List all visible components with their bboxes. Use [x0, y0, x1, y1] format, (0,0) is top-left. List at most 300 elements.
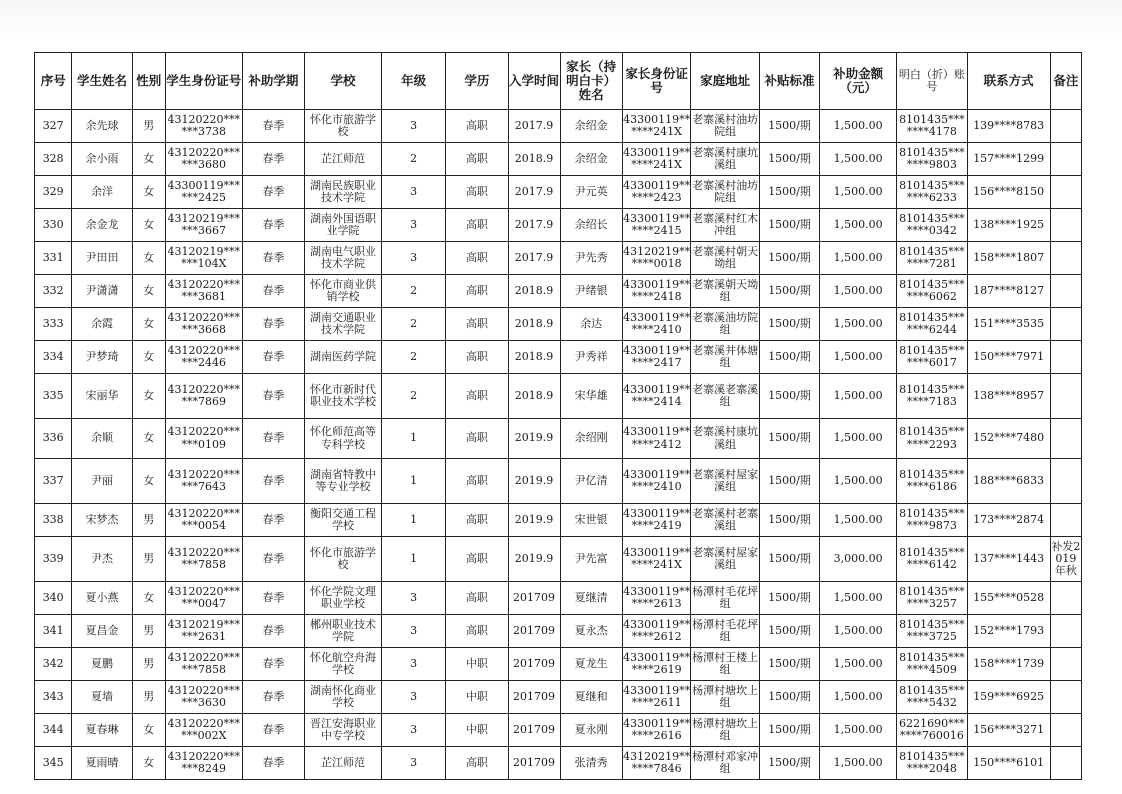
row-number-cell: 339: [35, 537, 72, 582]
phone-cell: 158****1807: [967, 242, 1050, 275]
enroll-date-cell: 2017.9: [508, 242, 560, 275]
gender-cell: 女: [132, 374, 165, 419]
school-cell: 芷江师范: [305, 747, 382, 780]
parent-name-cell: 夏龙生: [560, 648, 622, 681]
remark-cell: [1050, 459, 1081, 504]
phone-cell: 151****3535: [967, 308, 1050, 341]
row-number-cell: 341: [35, 615, 72, 648]
bank-account-cell: 8101435*******6017: [897, 341, 968, 374]
row-number-cell: 327: [35, 110, 72, 143]
remark-cell: [1050, 308, 1081, 341]
student-id-cell: 43120220******3681: [165, 275, 242, 308]
education-level-cell: 高职: [446, 419, 508, 459]
home-address-cell: 老寨溪村康坑溪组: [691, 419, 760, 459]
home-address-cell: 杨潭村塘坎上组: [691, 681, 760, 714]
student-name-cell: 余先球: [72, 110, 132, 143]
bank-account-cell: 8101435*******6244: [897, 308, 968, 341]
parent-name-cell: 余绍金: [560, 143, 622, 176]
gender-cell: 男: [132, 648, 165, 681]
remark-cell: [1050, 341, 1081, 374]
subsidy-amount-cell: 1,500.00: [820, 110, 897, 143]
student-name-cell: 尹丽: [72, 459, 132, 504]
home-address-cell: 老寨溪村屋家溪组: [691, 537, 760, 582]
phone-cell: 150****7971: [967, 341, 1050, 374]
bank-account-cell: 6221690*******760016: [897, 714, 968, 747]
enroll-date-cell: 2019.9: [508, 537, 560, 582]
parent-id-cell: 43300119******2611: [622, 681, 691, 714]
bank-account-cell: 8101435*******4509: [897, 648, 968, 681]
student-name-cell: 宋梦杰: [72, 504, 132, 537]
student-name-cell: 余洋: [72, 176, 132, 209]
home-address-cell: 老寨溪村康坑溪组: [691, 143, 760, 176]
school-cell: 怀化学院文理职业学校: [305, 582, 382, 615]
enroll-date-cell: 2018.9: [508, 341, 560, 374]
enroll-date-cell: 2017.9: [508, 110, 560, 143]
subsidy-amount-cell: 1,500.00: [820, 504, 897, 537]
student-id-cell: 43120219******2631: [165, 615, 242, 648]
bank-account-cell: 8101435*******2293: [897, 419, 968, 459]
phone-cell: 187****8127: [967, 275, 1050, 308]
home-address-cell: 杨潭村毛花坪组: [691, 615, 760, 648]
row-number-cell: 329: [35, 176, 72, 209]
header-cell: 补助学期: [242, 53, 304, 110]
grade-cell: 3: [381, 681, 445, 714]
remark-cell: [1050, 110, 1081, 143]
subsidy-standard-cell: 1500/期: [759, 110, 819, 143]
bank-account-cell: 8101435*******9873: [897, 504, 968, 537]
row-number-cell: 344: [35, 714, 72, 747]
row-number-cell: 331: [35, 242, 72, 275]
grade-cell: 3: [381, 176, 445, 209]
enroll-date-cell: 201709: [508, 615, 560, 648]
row-number-cell: 332: [35, 275, 72, 308]
education-level-cell: 高职: [446, 459, 508, 504]
enroll-date-cell: 201709: [508, 648, 560, 681]
grade-cell: 3: [381, 110, 445, 143]
semester-cell: 春季: [242, 459, 304, 504]
parent-id-cell: 43300119******2410: [622, 308, 691, 341]
parent-id-cell: 43300119******241X: [622, 110, 691, 143]
subsidy-standard-cell: 1500/期: [759, 459, 819, 504]
phone-cell: 152****1793: [967, 615, 1050, 648]
enroll-date-cell: 2018.9: [508, 308, 560, 341]
subsidy-amount-cell: 1,500.00: [820, 209, 897, 242]
header-cell: 学生姓名: [72, 53, 132, 110]
remark-cell: [1050, 681, 1081, 714]
education-level-cell: 高职: [446, 537, 508, 582]
home-address-cell: 杨潭村邓家冲组: [691, 747, 760, 780]
student-name-cell: 宋丽华: [72, 374, 132, 419]
home-address-cell: 老寨溪村老寨溪组: [691, 504, 760, 537]
table-row: [35, 681, 1082, 714]
subsidy-amount-cell: 1,500.00: [820, 419, 897, 459]
home-address-cell: 老寨溪老寨溪组: [691, 374, 760, 419]
gender-cell: 男: [132, 110, 165, 143]
education-level-cell: 高职: [446, 615, 508, 648]
row-number-cell: 335: [35, 374, 72, 419]
parent-id-cell: 43300119******241X: [622, 143, 691, 176]
subsidy-amount-cell: 1,500.00: [820, 648, 897, 681]
education-level-cell: 高职: [446, 143, 508, 176]
semester-cell: 春季: [242, 341, 304, 374]
header-cell: 明白（折）账号: [897, 53, 968, 110]
grade-cell: 2: [381, 374, 445, 419]
grade-cell: 3: [381, 747, 445, 780]
gender-cell: 女: [132, 242, 165, 275]
student-name-cell: 尹梦琦: [72, 341, 132, 374]
remark-cell: [1050, 242, 1081, 275]
home-address-cell: 杨潭村王楼上组: [691, 648, 760, 681]
semester-cell: 春季: [242, 537, 304, 582]
school-cell: 湖南外国语职业学院: [305, 209, 382, 242]
parent-name-cell: 夏继清: [560, 582, 622, 615]
header-cell: 入学时间: [508, 53, 560, 110]
parent-name-cell: 尹先富: [560, 537, 622, 582]
parent-name-cell: 尹亿清: [560, 459, 622, 504]
subsidy-standard-cell: 1500/期: [759, 308, 819, 341]
parent-name-cell: 余绍长: [560, 209, 622, 242]
bank-account-cell: 8101435*******6142: [897, 537, 968, 582]
school-cell: 湖南省特教中等专业学校: [305, 459, 382, 504]
education-level-cell: 中职: [446, 714, 508, 747]
student-id-cell: 43120220******3680: [165, 143, 242, 176]
subsidy-standard-cell: 1500/期: [759, 341, 819, 374]
home-address-cell: 老寨溪朝天坳组: [691, 275, 760, 308]
education-level-cell: 高职: [446, 110, 508, 143]
row-number-cell: 337: [35, 459, 72, 504]
grade-cell: 3: [381, 242, 445, 275]
parent-name-cell: 尹元英: [560, 176, 622, 209]
gender-cell: 女: [132, 419, 165, 459]
parent-id-cell: 43300119******2415: [622, 209, 691, 242]
subsidy-standard-cell: 1500/期: [759, 275, 819, 308]
semester-cell: 春季: [242, 615, 304, 648]
phone-cell: 138****1925: [967, 209, 1050, 242]
subsidy-amount-cell: 1,500.00: [820, 275, 897, 308]
school-cell: 湖南民族职业技术学院: [305, 176, 382, 209]
semester-cell: 春季: [242, 374, 304, 419]
bank-account-cell: 8101435*******3257: [897, 582, 968, 615]
subsidy-standard-cell: 1500/期: [759, 714, 819, 747]
home-address-cell: 老寨溪村油坊院组: [691, 176, 760, 209]
student-id-cell: 43120220******8249: [165, 747, 242, 780]
grade-cell: 2: [381, 275, 445, 308]
table-row: [35, 242, 1082, 275]
parent-name-cell: 张清秀: [560, 747, 622, 780]
bank-account-cell: 8101435*******6062: [897, 275, 968, 308]
bank-account-cell: 8101435*******0342: [897, 209, 968, 242]
remark-cell: [1050, 747, 1081, 780]
gender-cell: 男: [132, 504, 165, 537]
header-cell: 序号: [35, 53, 72, 110]
grade-cell: 2: [381, 143, 445, 176]
grade-cell: 1: [381, 459, 445, 504]
remark-cell: [1050, 419, 1081, 459]
semester-cell: 春季: [242, 714, 304, 747]
remark-cell: [1050, 504, 1081, 537]
student-id-cell: 43120220******2446: [165, 341, 242, 374]
subsidy-standard-cell: 1500/期: [759, 143, 819, 176]
remark-cell: [1050, 275, 1081, 308]
parent-name-cell: 尹秀祥: [560, 341, 622, 374]
gender-cell: 女: [132, 176, 165, 209]
subsidy-amount-cell: 1,500.00: [820, 341, 897, 374]
table-row: [35, 459, 1082, 504]
table-row: [35, 419, 1082, 459]
table-row: [35, 714, 1082, 747]
remark-cell: [1050, 582, 1081, 615]
education-level-cell: 高职: [446, 504, 508, 537]
phone-cell: 139****8783: [967, 110, 1050, 143]
parent-id-cell: 43300119******2417: [622, 341, 691, 374]
row-number-cell: 343: [35, 681, 72, 714]
enroll-date-cell: 2018.9: [508, 143, 560, 176]
phone-cell: 137****1443: [967, 537, 1050, 582]
enroll-date-cell: 2019.9: [508, 459, 560, 504]
home-address-cell: 杨潭村塘坎上组: [691, 714, 760, 747]
education-level-cell: 高职: [446, 341, 508, 374]
remark-cell: [1050, 209, 1081, 242]
enroll-date-cell: 2018.9: [508, 275, 560, 308]
parent-id-cell: 43300119******2418: [622, 275, 691, 308]
phone-cell: 158****1739: [967, 648, 1050, 681]
gender-cell: 女: [132, 747, 165, 780]
table-row: [35, 374, 1082, 419]
subsidy-amount-cell: 1,500.00: [820, 143, 897, 176]
bank-account-cell: 8101435*******7281: [897, 242, 968, 275]
header-cell: 备注: [1050, 53, 1081, 110]
parent-name-cell: 宋世银: [560, 504, 622, 537]
parent-id-cell: 43300119******241X: [622, 537, 691, 582]
bank-account-cell: 8101435*******7183: [897, 374, 968, 419]
school-cell: 怀化市新时代职业技术学校: [305, 374, 382, 419]
table-row: [35, 648, 1082, 681]
education-level-cell: 高职: [446, 308, 508, 341]
student-name-cell: 尹潇潇: [72, 275, 132, 308]
table-row: [35, 582, 1082, 615]
bank-account-cell: 8101435*******3725: [897, 615, 968, 648]
header-cell: 补贴标准: [759, 53, 819, 110]
student-name-cell: 夏雨晴: [72, 747, 132, 780]
table-row: [35, 537, 1082, 582]
school-cell: 怀化师范高等专科学校: [305, 419, 382, 459]
row-number-cell: 333: [35, 308, 72, 341]
bank-account-cell: 8101435*******5432: [897, 681, 968, 714]
student-name-cell: 余顺: [72, 419, 132, 459]
student-id-cell: 43120220******7858: [165, 648, 242, 681]
home-address-cell: 老寨溪村红木冲组: [691, 209, 760, 242]
row-number-cell: 338: [35, 504, 72, 537]
parent-id-cell: 43300119******2619: [622, 648, 691, 681]
enroll-date-cell: 201709: [508, 714, 560, 747]
semester-cell: 春季: [242, 648, 304, 681]
school-cell: 郴州职业技术学院: [305, 615, 382, 648]
bank-account-cell: 8101435*******9803: [897, 143, 968, 176]
student-name-cell: 尹杰: [72, 537, 132, 582]
school-cell: 怀化市商业供销学校: [305, 275, 382, 308]
remark-cell: [1050, 714, 1081, 747]
enroll-date-cell: 201709: [508, 681, 560, 714]
gender-cell: 男: [132, 615, 165, 648]
student-id-cell: 43120220******7869: [165, 374, 242, 419]
subsidy-standard-cell: 1500/期: [759, 242, 819, 275]
parent-name-cell: 夏继和: [560, 681, 622, 714]
phone-cell: 150****6101: [967, 747, 1050, 780]
parent-id-cell: 43300119******2412: [622, 419, 691, 459]
parent-id-cell: 43300119******2410: [622, 459, 691, 504]
subsidy-amount-cell: 1,500.00: [820, 681, 897, 714]
header-cell: 学历: [446, 53, 508, 110]
semester-cell: 春季: [242, 582, 304, 615]
table-row: [35, 308, 1082, 341]
parent-name-cell: 夏永刚: [560, 714, 622, 747]
home-address-cell: 老寨溪村油坊院组: [691, 110, 760, 143]
gender-cell: 女: [132, 275, 165, 308]
row-number-cell: 345: [35, 747, 72, 780]
student-id-cell: 43120220******0047: [165, 582, 242, 615]
bank-account-cell: 8101435*******6233: [897, 176, 968, 209]
parent-name-cell: 尹先秀: [560, 242, 622, 275]
student-id-cell: 43120220******7858: [165, 537, 242, 582]
education-level-cell: 中职: [446, 648, 508, 681]
student-id-cell: 43120220******0109: [165, 419, 242, 459]
table-row: [35, 110, 1082, 143]
semester-cell: 春季: [242, 308, 304, 341]
header-cell: 家庭地址: [691, 53, 760, 110]
row-number-cell: 334: [35, 341, 72, 374]
enroll-date-cell: 2017.9: [508, 176, 560, 209]
education-level-cell: 高职: [446, 747, 508, 780]
gender-cell: 女: [132, 714, 165, 747]
grade-cell: 2: [381, 308, 445, 341]
school-cell: 衡阳交通工程学校: [305, 504, 382, 537]
parent-name-cell: 余绍刚: [560, 419, 622, 459]
education-level-cell: 高职: [446, 209, 508, 242]
subsidy-amount-cell: 1,500.00: [820, 374, 897, 419]
student-name-cell: 夏小燕: [72, 582, 132, 615]
school-cell: 怀化市旅游学校: [305, 110, 382, 143]
education-level-cell: 高职: [446, 176, 508, 209]
subsidy-standard-cell: 1500/期: [759, 504, 819, 537]
subsidy-amount-cell: 3,000.00: [820, 537, 897, 582]
table-row: [35, 341, 1082, 374]
enroll-date-cell: 201709: [508, 582, 560, 615]
student-id-cell: 43120220******002X: [165, 714, 242, 747]
row-number-cell: 340: [35, 582, 72, 615]
remark-cell: [1050, 143, 1081, 176]
subsidy-amount-cell: 1,500.00: [820, 747, 897, 780]
subsidy-amount-cell: 1,500.00: [820, 242, 897, 275]
row-number-cell: 336: [35, 419, 72, 459]
parent-name-cell: 夏永杰: [560, 615, 622, 648]
subsidy-standard-cell: 1500/期: [759, 419, 819, 459]
header-cell: 家长身份证号: [622, 53, 691, 110]
subsidy-standard-cell: 1500/期: [759, 615, 819, 648]
header-row: [35, 53, 1082, 110]
bank-account-cell: 8101435*******4178: [897, 110, 968, 143]
enroll-date-cell: 2019.9: [508, 419, 560, 459]
grade-cell: 2: [381, 341, 445, 374]
parent-id-cell: 43300119******2419: [622, 504, 691, 537]
remark-cell: [1050, 374, 1081, 419]
education-level-cell: 高职: [446, 275, 508, 308]
grade-cell: 1: [381, 504, 445, 537]
grade-cell: 3: [381, 648, 445, 681]
student-id-cell: 43120220******3738: [165, 110, 242, 143]
semester-cell: 春季: [242, 419, 304, 459]
student-id-cell: 43120219******3667: [165, 209, 242, 242]
education-level-cell: 高职: [446, 374, 508, 419]
student-id-cell: 43120220******0054: [165, 504, 242, 537]
subsidy-amount-cell: 1,500.00: [820, 714, 897, 747]
subsidy-standard-cell: 1500/期: [759, 374, 819, 419]
parent-id-cell: 43300119******2423: [622, 176, 691, 209]
student-id-cell: 43120219******104X: [165, 242, 242, 275]
gender-cell: 女: [132, 459, 165, 504]
remark-cell: 补发2019年秋: [1050, 537, 1081, 582]
gender-cell: 女: [132, 341, 165, 374]
parent-name-cell: 尹绪银: [560, 275, 622, 308]
table-body: [35, 110, 1082, 780]
school-cell: 芷江师范: [305, 143, 382, 176]
student-name-cell: 夏墙: [72, 681, 132, 714]
row-number-cell: 342: [35, 648, 72, 681]
home-address-cell: 老寨溪村屋家溪组: [691, 459, 760, 504]
subsidy-standard-cell: 1500/期: [759, 582, 819, 615]
student-name-cell: 尹田田: [72, 242, 132, 275]
parent-id-cell: 43300119******2613: [622, 582, 691, 615]
school-cell: 怀化航空舟海学校: [305, 648, 382, 681]
student-name-cell: 夏鹏: [72, 648, 132, 681]
parent-id-cell: 43120219******0018: [622, 242, 691, 275]
student-id-cell: 43120220******7643: [165, 459, 242, 504]
education-level-cell: 高职: [446, 582, 508, 615]
gender-cell: 女: [132, 582, 165, 615]
subsidy-table: [34, 52, 1082, 780]
table-row: [35, 747, 1082, 780]
header-cell: 联系方式: [967, 53, 1050, 110]
subsidy-standard-cell: 1500/期: [759, 537, 819, 582]
home-address-cell: 老寨溪井体塘组: [691, 341, 760, 374]
school-cell: 湖南怀化商业学校: [305, 681, 382, 714]
student-id-cell: 43300119******2425: [165, 176, 242, 209]
grade-cell: 3: [381, 714, 445, 747]
semester-cell: 春季: [242, 209, 304, 242]
home-address-cell: 杨潭村毛花坪组: [691, 582, 760, 615]
subsidy-standard-cell: 1500/期: [759, 648, 819, 681]
parent-name-cell: 余绍金: [560, 110, 622, 143]
header-cell: 学校: [305, 53, 382, 110]
semester-cell: 春季: [242, 143, 304, 176]
gender-cell: 男: [132, 537, 165, 582]
gender-cell: 女: [132, 143, 165, 176]
grade-cell: 1: [381, 419, 445, 459]
semester-cell: 春季: [242, 747, 304, 780]
subsidy-amount-cell: 1,500.00: [820, 615, 897, 648]
gender-cell: 男: [132, 681, 165, 714]
gender-cell: 女: [132, 308, 165, 341]
table-row: [35, 143, 1082, 176]
semester-cell: 春季: [242, 504, 304, 537]
parent-name-cell: 余达: [560, 308, 622, 341]
phone-cell: 157****1299: [967, 143, 1050, 176]
grade-cell: 3: [381, 209, 445, 242]
table-row: [35, 176, 1082, 209]
subsidy-standard-cell: 1500/期: [759, 747, 819, 780]
parent-id-cell: 43300119******2616: [622, 714, 691, 747]
subsidy-standard-cell: 1500/期: [759, 681, 819, 714]
parent-name-cell: 宋华雄: [560, 374, 622, 419]
